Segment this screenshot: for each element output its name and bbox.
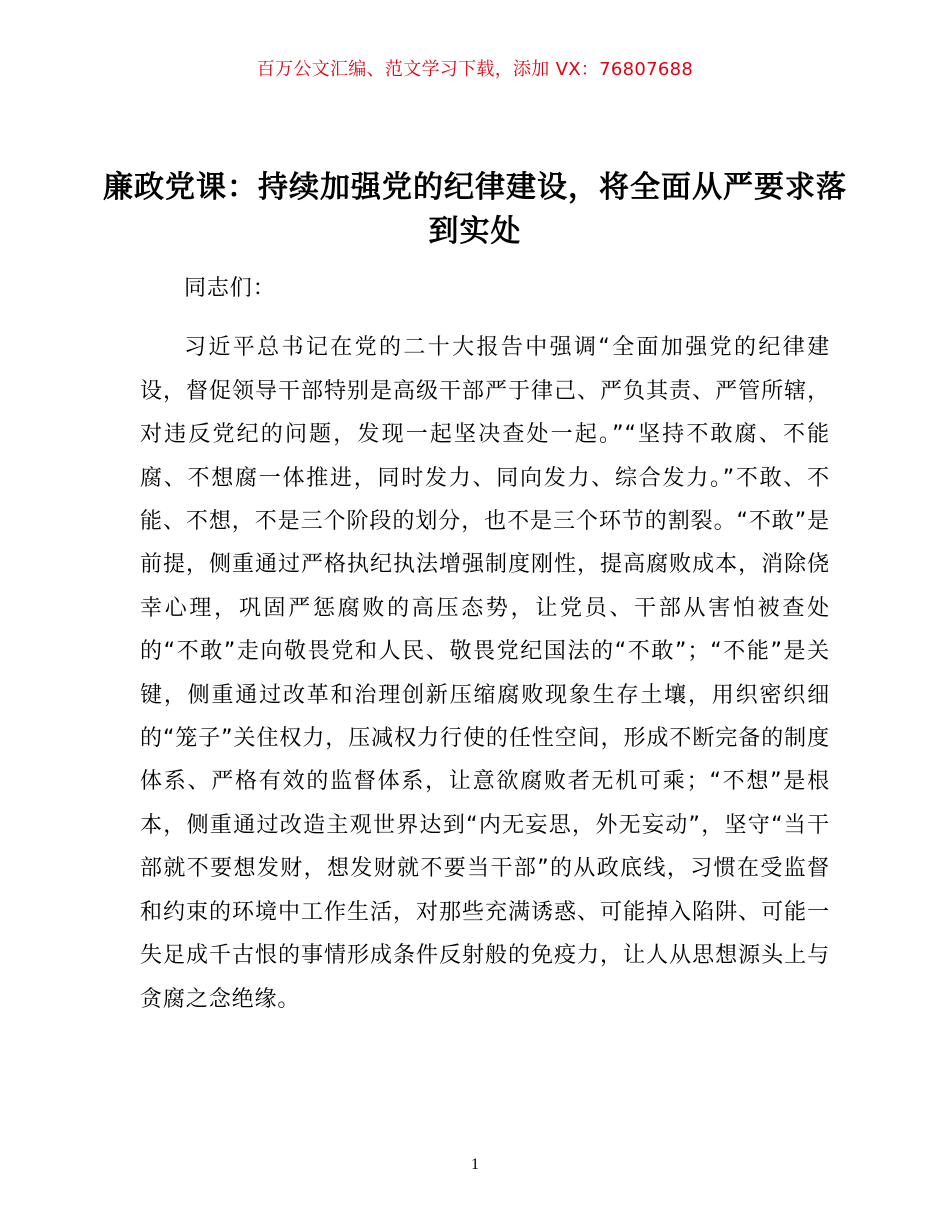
document-title: 廉政党课：持续加强党的纪律建设，将全面从严要求落到实处: [103, 170, 847, 249]
page-number: 1: [471, 1156, 479, 1173]
body-paragraph: 习近平总书记在党的二十大报告中强调“全面加强党的纪律建设，督促领导干部特别是高级干部严于律己、严负其责、严管所辖，对违反党纪的问题，发现一起坚决查处一起。”“坚持不敢腐、不能腐、不想腐一体推进，同时发力、同向发力、综合发力。”不敢、不能、不想，不是三个阶段的划分，也不是三个环节的割裂。“不敢”是前提，侧重通过严格执纪执法增强制度刚性，提高腐败成本，消除侥幸心理，巩固严惩腐败的高压态势，让党员、干部从害怕被查处的“不敢”走向敬畏党和人民、敬畏党纪国法的“不敢”；“不能”是关键，侧重通过改革和治理创新压缩腐败现象生存土壤，用织密织细的“笼子”关住权力，压减权力行使的任性空间，形成不断完备的制度体系、严格有效的监督体系，让意欲腐败者无机可乘；“不想”是根本，侧重通过改造主观世界达到“内无妄思，外无妄动”，坚守“当干部就不要想发财，想发财就不要当干部”的从政底线，习惯在受监督和约束的环境中工作生活，对那些充满诱惑、可能掉入陷阱、可能一失足成千古恨的事情形成条件反射般的免疫力，让人从思想源头上与贪腐之念绝缘。: [140, 335, 830, 1012]
header-promo-note: 百万公文汇编、范文学习下载，添加 VX：76807688: [256, 59, 694, 80]
document-body: [140, 267, 830, 1021]
salutation: 同志们：: [184, 276, 276, 301]
